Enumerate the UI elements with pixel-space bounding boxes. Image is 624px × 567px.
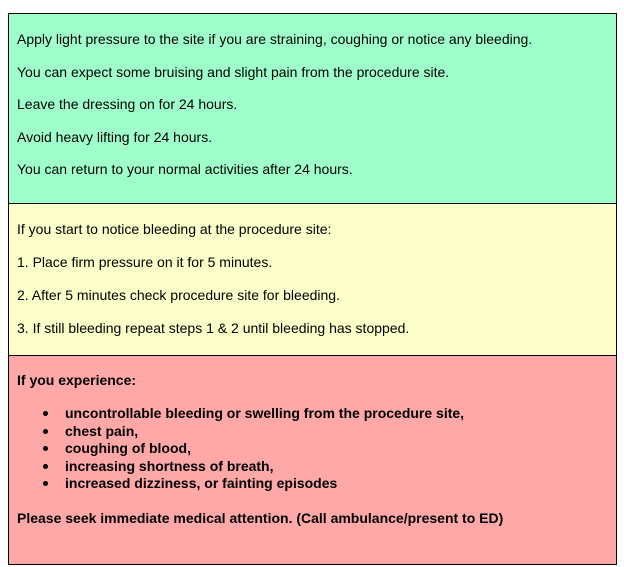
symptom-text: increasing shortness of breath, xyxy=(65,457,274,474)
symptom-item xyxy=(17,458,608,476)
routine-care-line: Apply light pressure to the site if you are straining, coughing or notice any bleeding. xyxy=(17,31,533,47)
routine-care-line: Leave the dressing on for 24 hours. xyxy=(17,96,238,112)
routine-care-line: You can return to your normal activities after 24 hours. xyxy=(17,161,353,177)
emergency-action: Please seek immediate medical attention. (Call ambulance/present to ED) xyxy=(17,509,504,526)
bullet-icon xyxy=(43,446,48,451)
emergency-heading: If you experience: xyxy=(17,372,137,388)
routine-care-line: Avoid heavy lifting for 24 hours. xyxy=(17,128,213,145)
symptom-item xyxy=(17,423,608,441)
bullet-icon xyxy=(43,429,48,434)
bullet-icon xyxy=(43,411,48,416)
symptom-item xyxy=(17,440,608,458)
routine-care-section xyxy=(9,14,616,203)
care-instructions-table xyxy=(8,13,617,565)
symptom-text: coughing of blood, xyxy=(65,440,191,457)
symptom-item xyxy=(17,475,608,493)
bleeding-step: 2. After 5 minutes check procedure site for bleeding. xyxy=(17,287,340,303)
bleeding-step: 1. Place firm pressure on it for 5 minutes. xyxy=(17,254,273,270)
emergency-section xyxy=(9,355,616,564)
bullet-icon xyxy=(43,481,48,486)
routine-care-line: You can expect some bruising and slight pain from the procedure site. xyxy=(17,63,450,80)
symptom-text: chest pain, xyxy=(65,422,139,439)
symptom-item xyxy=(17,405,608,423)
symptom-list xyxy=(17,405,608,493)
bleeding-intro: If you start to notice bleeding at the procedure site: xyxy=(17,221,332,237)
symptom-text: uncontrollable bleeding or swelling from the procedure site, xyxy=(65,405,465,421)
symptom-text: increased dizziness, or fainting episodes xyxy=(65,475,338,492)
bleeding-steps-section xyxy=(9,203,616,355)
bullet-icon xyxy=(43,464,48,469)
bleeding-step: 3. If still bleeding repeat steps 1 & 2 until bleeding has stopped. xyxy=(17,320,410,336)
